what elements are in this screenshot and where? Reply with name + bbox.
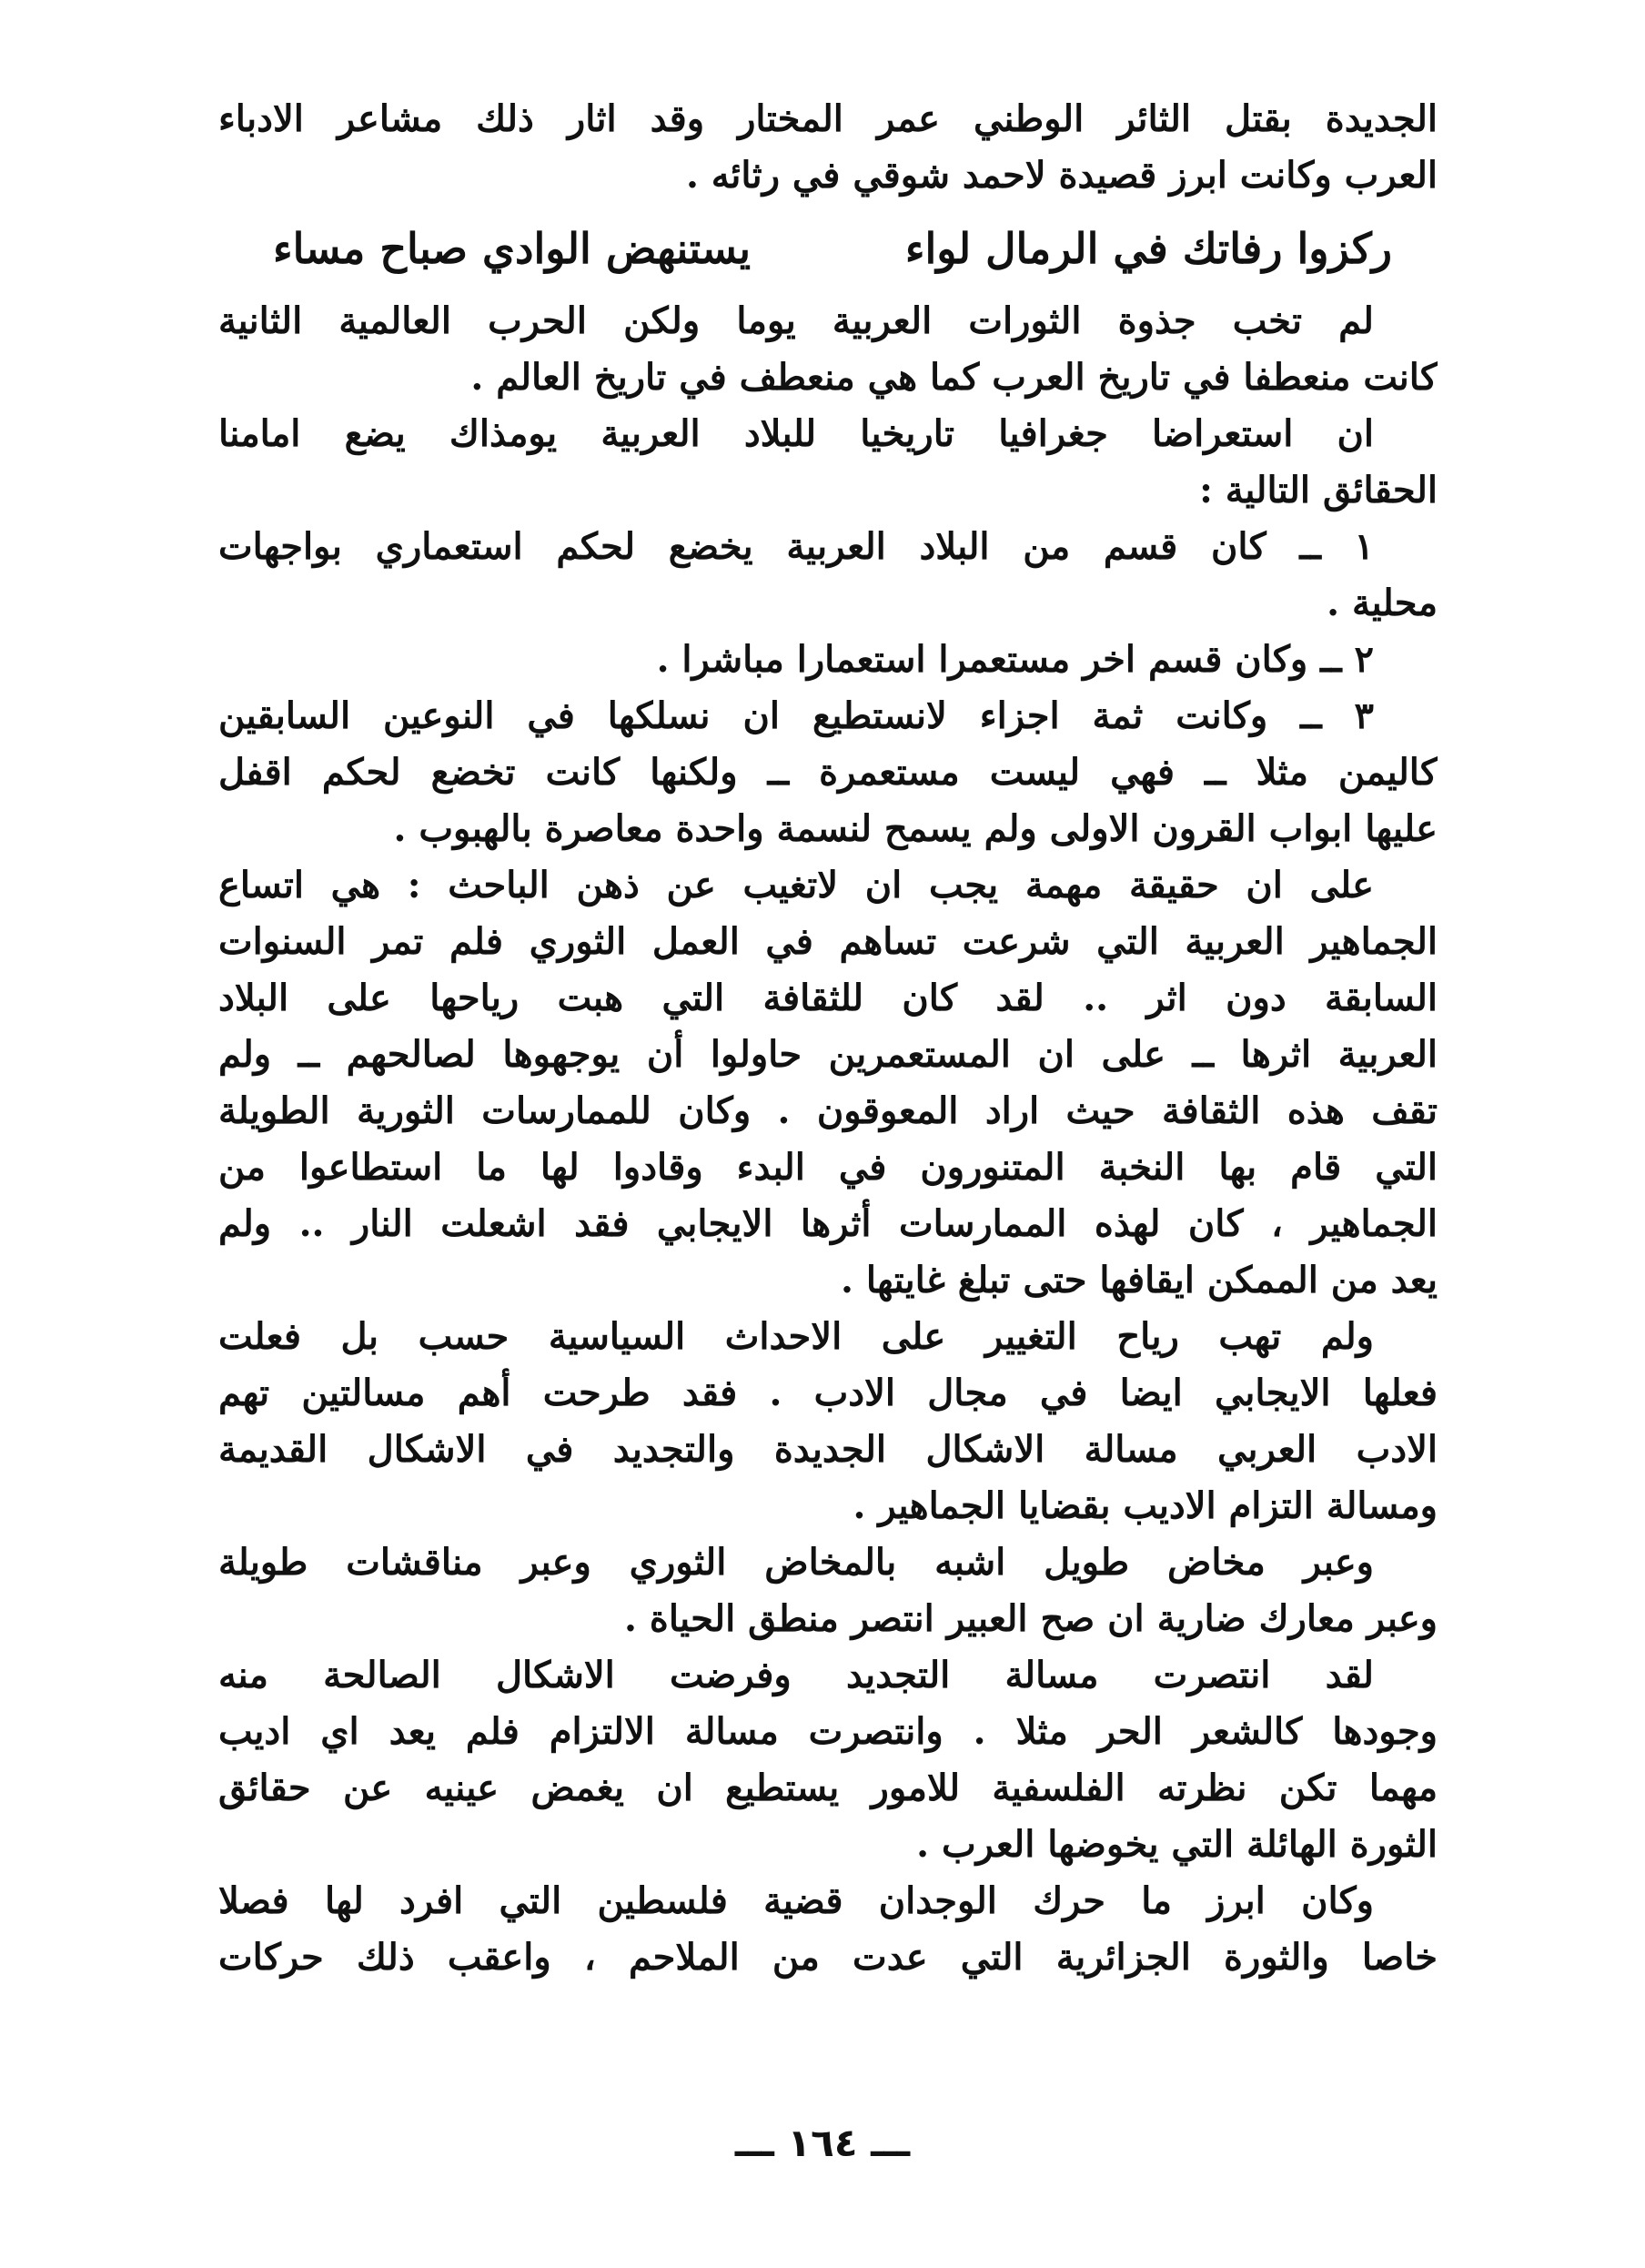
text-line: ١ ــ كان قسم من البلاد العربية يخضع لحكم استعماري بواجهات — [218, 525, 1374, 568]
text-line: الحقائق التالية : — [1199, 469, 1438, 511]
text-line: ٣ ــ وكانت ثمة اجزاء لانستطيع ان نسلكها في النوعين السابقين — [218, 694, 1374, 737]
list-item — [218, 688, 1438, 857]
text-line: كانت منعطفا في تاريخ العرب كما هي منعطف في تاريخ العالم . — [470, 356, 1438, 399]
document-page — [218, 91, 1438, 2184]
text-line: وكان ابرز ما حرك الوجدان قضية فلسطين التي افرد لها فصلا — [218, 1879, 1374, 1922]
text-line: عليها ابواب القرون الاولى ولم يسمح لنسمة واحدة معاصرة بالهبوب . — [393, 807, 1438, 850]
verse-first-hemistich: ركزوا رفاتك في الرمال لواء — [904, 224, 1392, 273]
text-line: العربية اثرها ــ على ان المستعمرين حاولوا أن يوجهوها لصالحهم ــ ولم — [218, 1033, 1438, 1076]
paragraph — [218, 1647, 1438, 1873]
text-line: فعلها الايجابي ايضا في مجال الادب . فقد طرحت أهم مسالتين تهم — [218, 1372, 1438, 1414]
paragraph — [218, 293, 1438, 406]
paragraph — [218, 1873, 1438, 1986]
list-item — [218, 519, 1438, 632]
text-line: التي قام بها النخبة المتنورون في البدء وقادوا لها ما استطاعوا من — [218, 1146, 1438, 1189]
text-line: لم تخب جذوة الثورات العربية يوما ولكن الحرب العالمية الثانية — [218, 299, 1374, 342]
poem-verse — [218, 208, 1438, 289]
page-number: ـــ ١٦٤ ـــ — [734, 2121, 911, 2165]
text-line: لقد انتصرت مسالة التجديد وفرضت الاشكال الصالحة منه — [218, 1654, 1374, 1696]
text-line: ومسالة التزام الاديب بقضايا الجماهير . — [853, 1484, 1438, 1527]
text-line: محلية . — [1327, 582, 1438, 624]
text-line: وجودها كالشعر الحر مثلا . وانتصرت مسالة الالتزام فلم يعد اي اديب — [218, 1710, 1438, 1753]
text-line: على ان حقيقة مهمة يجب ان لاتغيب عن ذهن الباحث : هي اتساع — [218, 864, 1374, 906]
text-line: الادب العربي مسالة الاشكال الجديدة والتجديد في الاشكال القديمة — [218, 1428, 1438, 1471]
text-line: وعبر معارك ضارية ان صح العبير انتصر منطق الحياة . — [624, 1597, 1438, 1640]
list-item — [218, 632, 1438, 688]
text-line: تقف هذه الثقافة حيث اراد المعوقون . وكان للممارسات الثورية الطويلة — [218, 1089, 1438, 1132]
verse-second-hemistich: يستنهض الوادي صباح مساء — [273, 224, 752, 273]
text-line: الجماهير ، كان لهذه الممارسات أثرها الايجابي فقد اشعلت النار .. ولم — [218, 1202, 1438, 1245]
text-line: كاليمن مثلا ــ فهي ليست مستعمرة ــ ولكنها كانت تخضع لحكم اقفل — [218, 751, 1438, 794]
text-line: ٢ ــ وكان قسم اخر مستعمرا استعمارا مباشرا . — [656, 638, 1374, 681]
text-line: الجماهير العربية التي شرعت تساهم في العمل الثوري فلم تمر السنوات — [218, 920, 1438, 963]
paragraph — [218, 857, 1438, 1309]
paragraph — [218, 406, 1438, 519]
text-line: الثورة الهائلة التي يخوضها العرب . — [916, 1823, 1438, 1866]
text-line: السابقة دون اثر .. لقد كان للثقافة التي هبت رياحها على البلاد — [218, 977, 1438, 1019]
text-line: ولم تهب رياح التغيير على الاحداث السياسية حسب بل فعلت — [218, 1315, 1374, 1358]
paragraph — [218, 1534, 1438, 1647]
text-line: مهما تكن نظرته الفلسفية للامور يستطيع ان يغمض عينيه عن حقائق — [218, 1767, 1438, 1809]
text-line: الجديدة بقتل الثائر الوطني عمر المختار وقد اثار ذلك مشاعر الادباء — [218, 97, 1438, 140]
intro-text — [218, 91, 1438, 204]
text-line: العرب وكانت ابرز قصيدة لاحمد شوقي في رثائه . — [685, 154, 1438, 197]
paragraph — [218, 1309, 1438, 1534]
text-line: خاصا والثورة الجزائرية التي عدت من الملاحم ، واعقب ذلك حركات — [218, 1936, 1438, 1979]
text-line: يعد من الممكن ايقافها حتى تبلغ غايتها . — [840, 1259, 1438, 1301]
text-line: ان استعراضا جغرافيا تاريخيا للبلاد العربية يومذاك يضع امامنا — [218, 412, 1374, 455]
text-line: وعبر مخاض طويل اشبه بالمخاض الثوري وعبر مناقشات طويلة — [218, 1541, 1374, 1584]
